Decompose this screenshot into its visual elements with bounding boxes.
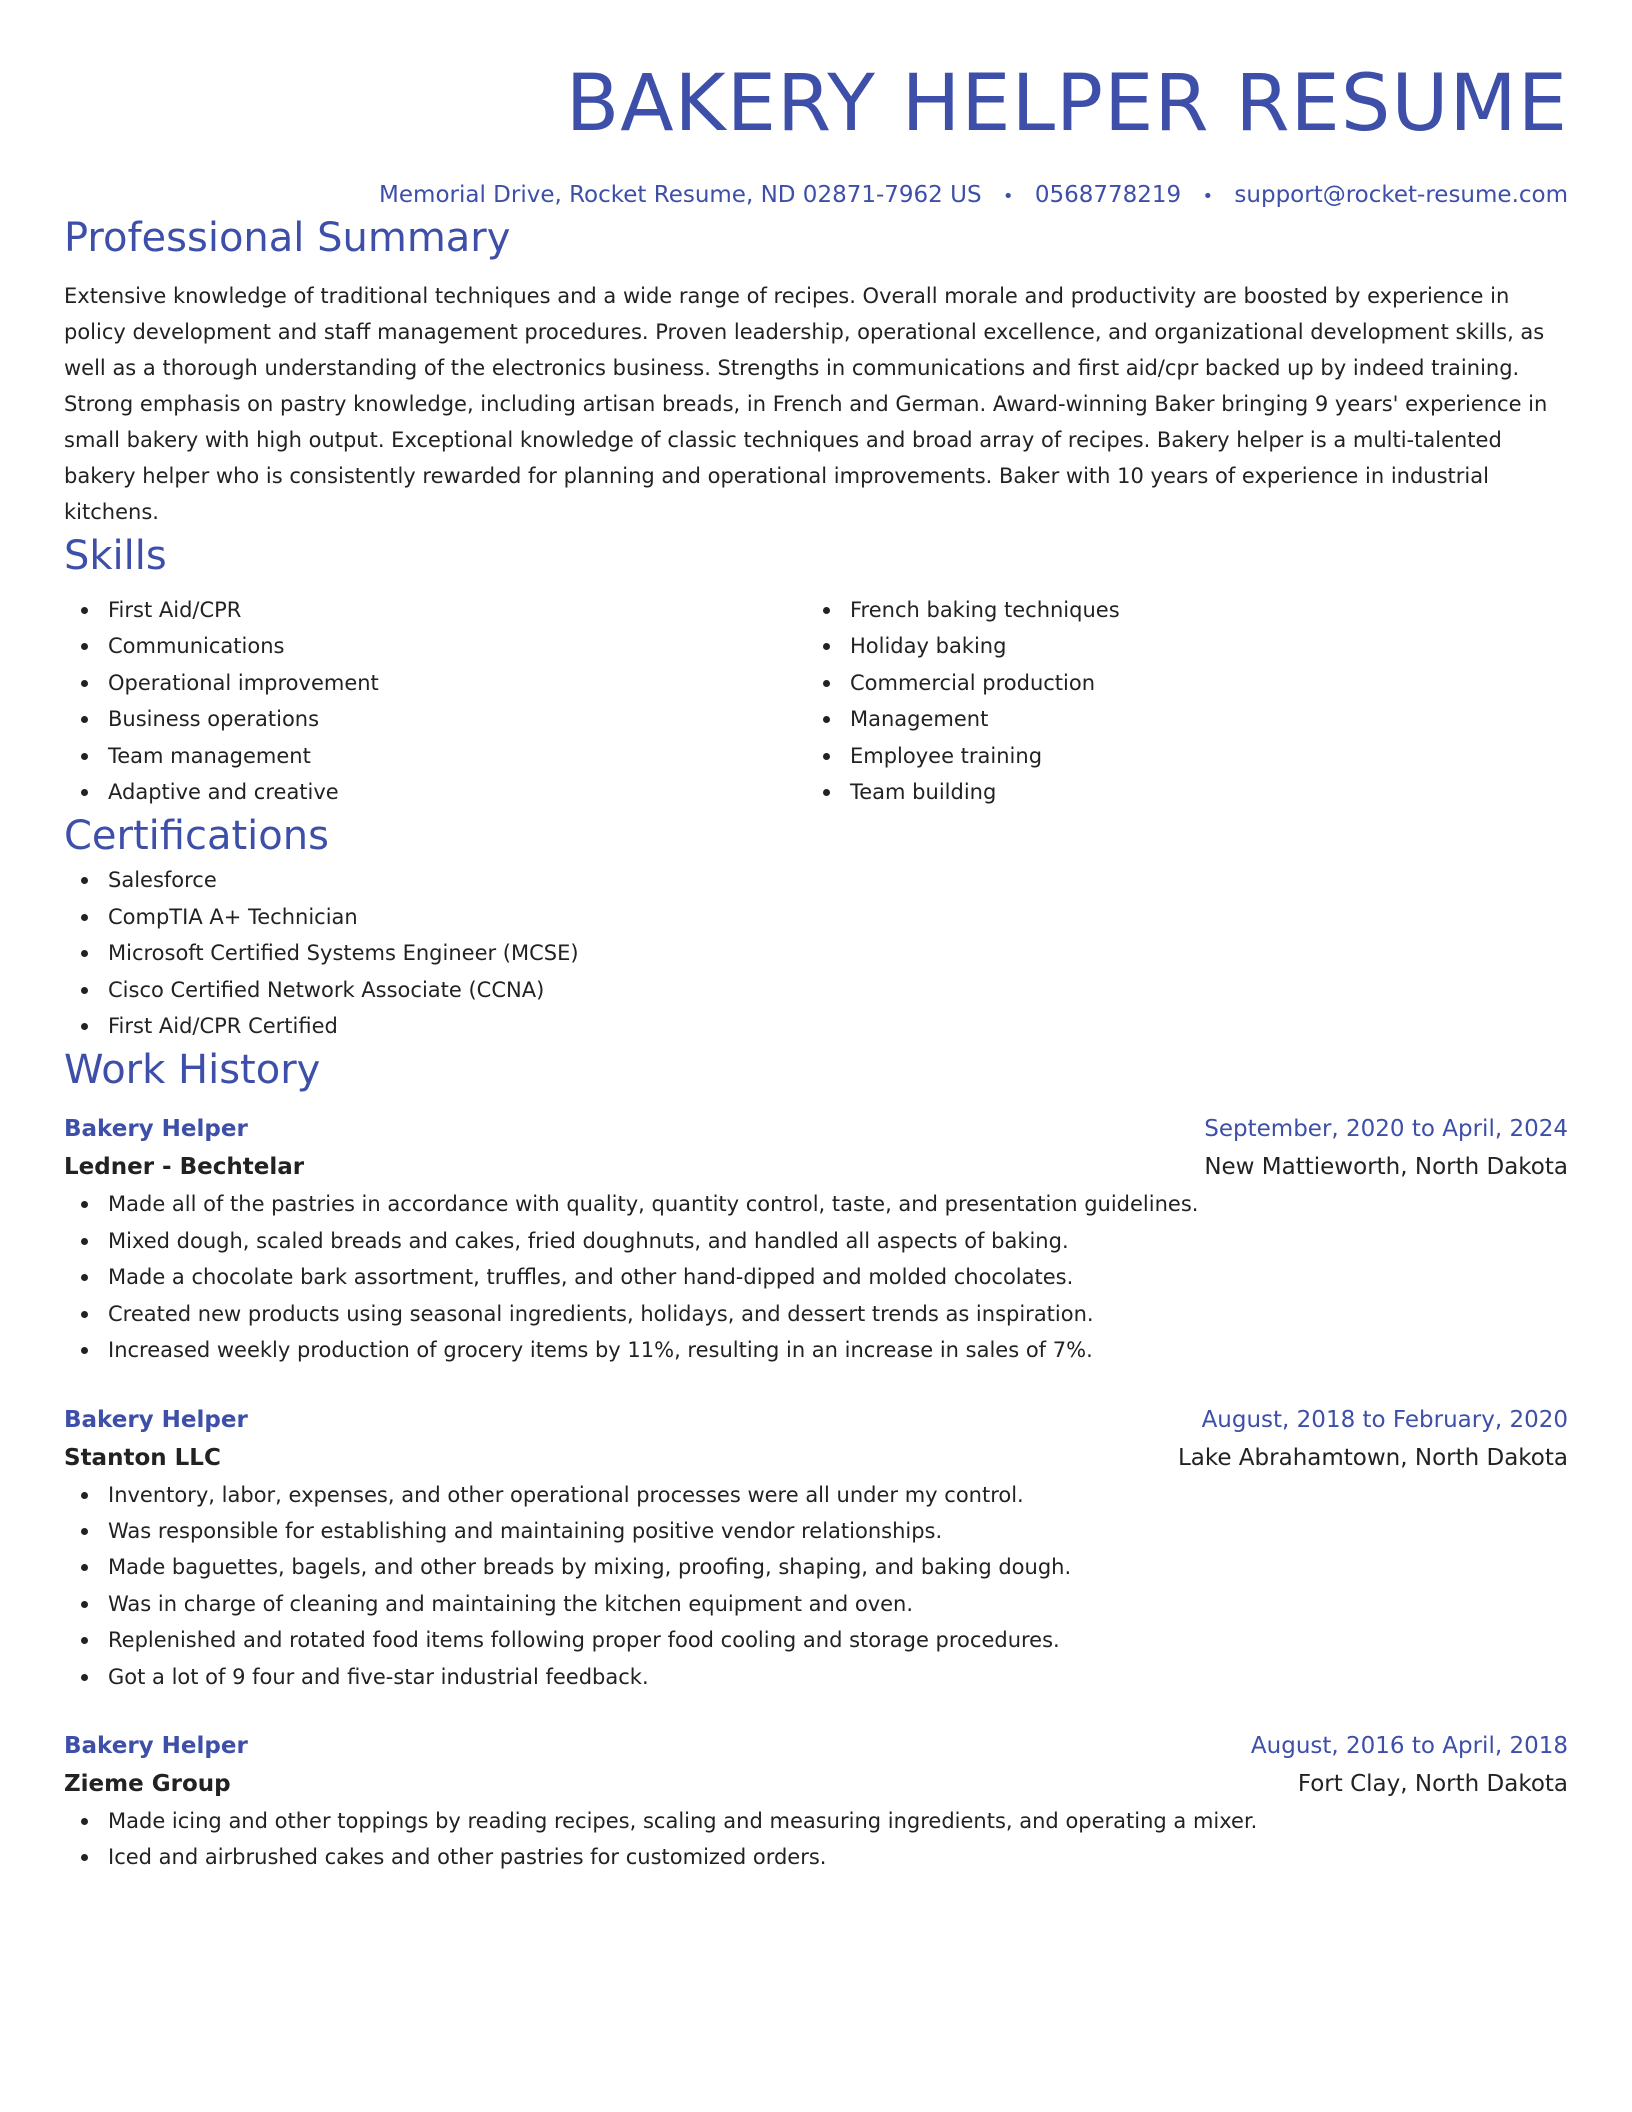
job-bullet: Was in charge of cleaning and maintaining the kitchen equipment and oven. bbox=[64, 1586, 1568, 1622]
summary-heading: Professional Summary bbox=[64, 215, 511, 261]
skill-item: Adaptive and creative bbox=[64, 774, 806, 810]
job-bullet: Created new products using seasonal ingredients, holidays, and dessert trends as inspiration. bbox=[64, 1296, 1568, 1332]
certification-item: CompTIA A+ Technician bbox=[64, 899, 1568, 935]
skill-item: French baking techniques bbox=[806, 592, 1548, 628]
certifications-heading: Certifications bbox=[64, 813, 329, 860]
certification-item: Cisco Certified Network Associate (CCNA) bbox=[64, 972, 1568, 1008]
job-entry bbox=[64, 1727, 1568, 1876]
work-history-heading: Work History bbox=[64, 1047, 321, 1094]
job-dates: September, 2020 to April, 2024 bbox=[1204, 1116, 1568, 1143]
skill-item: Team building bbox=[806, 774, 1548, 810]
skill-item: Operational improvement bbox=[64, 665, 806, 701]
job-dates: August, 2018 to February, 2020 bbox=[1201, 1406, 1568, 1433]
job-bullet: Was responsible for establishing and maintaining positive vendor relationships. bbox=[64, 1513, 1568, 1549]
contact-separator: • bbox=[1002, 186, 1014, 207]
job-dates: August, 2016 to April, 2018 bbox=[1250, 1732, 1568, 1759]
resume-header bbox=[64, 56, 1568, 212]
job-company: Ledner - Bechtelar bbox=[64, 1154, 305, 1181]
certification-item: Salesforce bbox=[64, 862, 1568, 898]
job-location: New Mattieworth, North Dakota bbox=[1204, 1154, 1568, 1181]
job-title: Bakery Helper bbox=[64, 1732, 248, 1759]
job-bullet: Made icing and other toppings by reading recipes, scaling and measuring ingredients, and operating a mixer. bbox=[64, 1803, 1568, 1839]
contact-email[interactable]: support@rocket-resume.com bbox=[1234, 182, 1568, 208]
job-bullet: Replenished and rotated food items following proper food cooling and storage procedures. bbox=[64, 1622, 1568, 1658]
skills-grid bbox=[64, 592, 1568, 810]
skill-item: Employee training bbox=[806, 738, 1548, 774]
job-location: Fort Clay, North Dakota bbox=[1297, 1770, 1568, 1797]
job-bullets bbox=[64, 1186, 1568, 1368]
job-header-row bbox=[64, 1401, 1568, 1439]
contact-separator: • bbox=[1202, 186, 1214, 207]
certification-item: Microsoft Certified Systems Engineer (MCSE) bbox=[64, 935, 1568, 971]
certifications-list bbox=[64, 862, 1568, 1044]
job-header-row bbox=[64, 1110, 1568, 1148]
skills-left-list bbox=[64, 592, 806, 810]
skill-item: Management bbox=[806, 701, 1548, 737]
skills-heading: Skills bbox=[64, 533, 167, 579]
job-title: Bakery Helper bbox=[64, 1116, 248, 1143]
resume-title: BAKERY HELPER RESUME bbox=[565, 59, 1568, 149]
job-location: Lake Abrahamtown, North Dakota bbox=[1177, 1444, 1568, 1471]
job-entry bbox=[64, 1110, 1568, 1368]
skill-item: Business operations bbox=[64, 701, 806, 737]
contact-line bbox=[64, 180, 1568, 212]
job-bullet: Increased weekly production of grocery items by 11%, resulting in an increase in sales of 7%. bbox=[64, 1332, 1568, 1368]
certification-item: First Aid/CPR Certified bbox=[64, 1008, 1568, 1044]
job-company-row bbox=[64, 1148, 1568, 1186]
contact-address: Memorial Drive, Rocket Resume, ND 02871-7962 US bbox=[379, 182, 982, 208]
job-company: Stanton LLC bbox=[64, 1444, 221, 1471]
summary-text: Extensive knowledge of traditional techniques and a wide range of recipes. Overall morale and productivity are boosted by experience in policy development and staff management procedures. Proven leadership, operational excellence, and organizational development skills, as well as a thorough understanding of the electronics business. Strengths in communications and first aid/cpr backed up by indeed training. Strong emphasis on pastry knowledge, including artisan breads, in French and German. Award-winning Baker bringing 9 years' experience in small bakery with high output. Exceptional knowledge of classic techniques and broad array of recipes. Bakery helper is a multi-talented bakery helper who is consistently rewarded for planning and operational improvements. Baker with 10 years of experience in industrial kitchens. bbox=[64, 284, 1548, 524]
job-bullet: Iced and airbrushed cakes and other pastries for customized orders. bbox=[64, 1839, 1568, 1875]
skill-item: Holiday baking bbox=[806, 628, 1548, 664]
job-bullets bbox=[64, 1803, 1568, 1876]
job-bullet: Made baguettes, bagels, and other breads by mixing, proofing, shaping, and baking dough. bbox=[64, 1549, 1568, 1585]
job-bullets bbox=[64, 1477, 1568, 1695]
job-company-row bbox=[64, 1439, 1568, 1477]
job-company: Zieme Group bbox=[64, 1770, 231, 1797]
job-header-row bbox=[64, 1727, 1568, 1765]
skills-right-list bbox=[806, 592, 1548, 810]
contact-phone: 0568778219 bbox=[1034, 182, 1182, 208]
skill-item: First Aid/CPR bbox=[64, 592, 806, 628]
skill-item: Commercial production bbox=[806, 665, 1548, 701]
job-entry bbox=[64, 1401, 1568, 1695]
job-bullet: Inventory, labor, expenses, and other operational processes were all under my control. bbox=[64, 1477, 1568, 1513]
job-bullet: Mixed dough, scaled breads and cakes, fried doughnuts, and handled all aspects of baking. bbox=[64, 1223, 1568, 1259]
skill-item: Team management bbox=[64, 738, 806, 774]
skill-item: Communications bbox=[64, 628, 806, 664]
job-bullet: Got a lot of 9 four and five-star industrial feedback. bbox=[64, 1659, 1568, 1695]
job-title: Bakery Helper bbox=[64, 1406, 248, 1433]
job-company-row bbox=[64, 1765, 1568, 1803]
job-bullet: Made all of the pastries in accordance with quality, quantity control, taste, and presentation guidelines. bbox=[64, 1186, 1568, 1222]
job-bullet: Made a chocolate bark assortment, truffles, and other hand-dipped and molded chocolates. bbox=[64, 1259, 1568, 1295]
